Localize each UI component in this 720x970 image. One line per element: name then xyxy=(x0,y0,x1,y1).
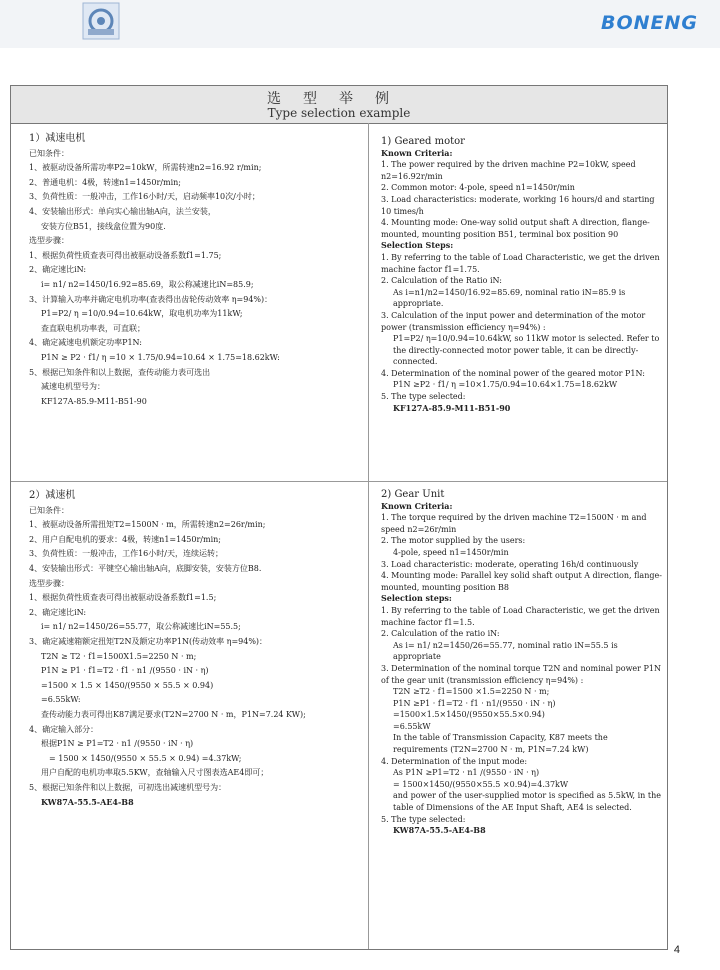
text-line: 5、根据已知条件和以上数据，查传动能力表可选出 xyxy=(29,367,211,377)
text-line: 1. By referring to the table of Load Characteristic, we get the driven machine factor f1=1.5. xyxy=(381,605,660,627)
text-line: 5. The type selected: xyxy=(381,392,466,402)
text-line: 3. Calculation of the input power and determination of the motor power (transmission efficiency η=94%) : xyxy=(381,310,646,332)
text-line: Selection steps: xyxy=(381,593,452,604)
text-line: 1. By referring to the table of Load Characteristic, we get the driven machine factor f1=1.75. xyxy=(381,252,660,274)
page-number: 4 xyxy=(673,944,680,956)
text-line: P1N ≥ P1 · f1=T2 · f1 · n1 /(9550 · iN · η) xyxy=(41,666,209,676)
text-line: P1=P2/ η =10/0.94=10.64kW，取电机功率为11kW; xyxy=(41,309,243,319)
text-line: = 1500×1450/(9550×55.5 ×0.94)=4.37kW xyxy=(393,779,569,789)
text-line: 4、安装输出形式：平键空心输出轴A向，底脚安装，安装方位B8. xyxy=(29,563,262,573)
section-divider xyxy=(11,481,667,482)
text-line: and power of the user-supplied motor is specified as 5.5kW, in the table of Dimensions of the AE Input Shaft, AE4 is selected. xyxy=(393,791,661,813)
text-line: =1500×1.5×1450/(9550×55.5×0.94) xyxy=(393,710,545,720)
text-line: 3、负荷性质：一般冲击，工作16小时/天，启动频率10次/小时； xyxy=(29,192,260,202)
text-line: 3. Determination of the nominal torque T2N and nominal power P1N of the gear unit (transmission efficiency η=94%) : xyxy=(381,663,662,685)
text-line: 根据P1N ≥ P1=T2 · n1 /(9550 · iN · η) xyxy=(41,739,194,749)
text-line: As i=n1/n2=1450/16.92=85.69, nominal ratio iN=85.9 is appropriate. xyxy=(393,287,626,309)
gear-unit-en xyxy=(381,489,663,837)
text-line: i= n1/ n2=1450/16.92=85.69，取公称减速比iN=85.9; xyxy=(41,279,254,289)
text-line: 3、确定减速箱额定扭矩T2N及额定功率P1N(传动效率 η=94%)： xyxy=(29,636,268,646)
brand-logo-text: BONENG xyxy=(600,12,698,34)
text-line: 4. Mounting mode: Parallel key solid shaft output A direction, flange-mounted, mounting position B8 xyxy=(381,571,662,592)
title-chinese: 选型举例 xyxy=(267,91,411,107)
column-divider xyxy=(368,123,369,949)
text-line: 4. Mounting mode: One-way solid output shaft A direction, flange-mounted, mounting position B51, terminal box position 90 xyxy=(381,218,650,239)
text-line: As P1N ≥P1=T2 · n1 /(9550 · iN · η) xyxy=(393,768,540,778)
text-line: 5. The type selected: xyxy=(381,814,466,824)
text-line: = 1500 × 1450/(9550 × 55.5 × 0.94) =4.37kW; xyxy=(49,753,242,763)
text-line: 查传动能力表可得出K87满足要求(T2N=2700 N · m，P1N=7.24 KW); xyxy=(41,709,306,719)
text-line: 1、根据负荷性质查表可得出被驱动设备系数f1=1.75; xyxy=(29,250,222,260)
text-line: 已知条件： xyxy=(29,148,69,158)
text-line: 2、确定速比iN: xyxy=(29,607,87,617)
gear-unit-cn xyxy=(29,489,359,810)
text-line: 查直联电机功率表，可直联； xyxy=(41,323,145,333)
text-line: KW87A-55.5-AE4-B8 xyxy=(41,797,134,808)
text-line: 3. Load characteristics: moderate, working 16 hours/d and starting 10 times/h xyxy=(381,194,655,216)
text-line: 1、被驱动设备所需功率P2=10kW，所需转速n2=16.92 r/min; xyxy=(29,163,262,173)
text-line: 2. Calculation of the Ratio iN: xyxy=(381,276,502,286)
text-line: 1、被驱动设备所需扭矩T2=1500N · m，所需转速n2=26r/min; xyxy=(29,520,266,530)
text-line: As i= n1/ n2=1450/26=55.77, nominal ratio iN=55.5 is appropriate xyxy=(393,640,618,662)
text-line: 1. The power required by the driven machine P2=10kW, speed n2=16.92r/min xyxy=(381,160,636,181)
text-line: 5、根据已知条件和以上数据，可初选出减速机型号为： xyxy=(29,782,227,792)
text-line: 1. The torque required by the driven machine T2=1500N · m and speed n2=26r/min xyxy=(381,513,647,534)
page-header xyxy=(0,0,720,48)
text-line: 2. Common motor: 4-pole, speed n1=1450r/min xyxy=(381,183,575,193)
text-line: 1) Geared motor xyxy=(381,136,465,147)
text-line: 2、用户自配电机的要求：4极，转速n1=1450r/min; xyxy=(29,534,221,544)
text-line: 2）减速机 xyxy=(29,490,76,501)
text-line: 2. The motor supplied by the users: xyxy=(381,536,526,546)
text-line: 2. Calculation of the ratio iN: xyxy=(381,629,500,639)
text-line: P1N ≥P2 · f1/ η =10×1.75/0.94=10.64×1.75=18.62kW xyxy=(393,380,618,390)
text-line: =6.55kW xyxy=(393,721,431,731)
text-line: 用户自配的电机功率取5.5KW，查轴输入尺寸图表选AE4即可； xyxy=(41,768,269,778)
selection-example-panel xyxy=(10,85,668,950)
text-line: 4、确定输入部分： xyxy=(29,724,99,734)
text-line: 4-pole, speed n1=1450r/min xyxy=(393,547,509,557)
text-line: Selection Steps: xyxy=(381,240,454,251)
text-line: 减速电机型号为： xyxy=(41,382,105,392)
text-line: T2N ≥ T2 · f1=1500X1.5=2250 N · m; xyxy=(41,651,197,661)
text-line: Known Criteria: xyxy=(381,500,453,511)
text-line: 1）减速电机 xyxy=(29,133,86,144)
text-line: 2、普通电机：4极，转速n1=1450r/min; xyxy=(29,177,181,187)
text-line: In the table of Transmission Capacity, K87 meets the requirements (T2N=2700 N · m, P1N=7.24 kW) xyxy=(393,733,608,755)
text-line: i= n1/ n2=1450/26=55.77，取公称减速比iN=55.5; xyxy=(41,622,241,632)
text-line: 选型步骤： xyxy=(29,236,69,246)
gear-motor-logo-icon xyxy=(82,2,120,40)
text-line: T2N ≥T2 · f1=1500 ×1.5=2250 N · m; xyxy=(393,687,550,697)
text-line: 2) Gear Unit xyxy=(381,489,445,500)
text-line: 4. Determination of the input mode: xyxy=(381,756,528,766)
text-line: 4、确定减速电机额定功率P1N: xyxy=(29,338,142,348)
text-line: =6.55kW: xyxy=(41,695,81,705)
text-line: 4、安装输出形式：单向实心输出轴A向，法兰安装， xyxy=(29,206,216,216)
text-line: 3. Load characteristic: moderate, operating 16h/d continuously xyxy=(381,559,639,569)
text-line: P1N ≥ P2 · f1/ η =10 × 1.75/0.94=10.64 × 1.75=18.62kW: xyxy=(41,352,280,362)
text-line: KW87A-55.5-AE4-B8 xyxy=(393,825,486,836)
section-title-band xyxy=(11,86,667,124)
text-line: 1、根据负荷性质查表可得出被驱动设备系数f1=1.5; xyxy=(29,593,217,603)
text-line: 已知条件： xyxy=(29,505,69,515)
text-line: KF127A-85.9-M11-B51-90 xyxy=(41,396,147,406)
text-line: 3、负荷性质：一般冲击，工作16小时/天，连续运转； xyxy=(29,549,223,559)
geared-motor-cn xyxy=(29,132,359,409)
text-line: =1500 × 1.5 × 1450/(9550 × 55.5 × 0.94) xyxy=(41,680,214,690)
geared-motor-en xyxy=(381,136,663,414)
title-english: Type selection example xyxy=(267,106,411,120)
text-line: 选型步骤： xyxy=(29,578,69,588)
text-line: 4. Determination of the nominal power of the geared motor P1N: xyxy=(381,368,645,378)
text-line: KF127A-85.9-M11-B51-90 xyxy=(393,402,511,413)
text-line: 3、计算输入功率并确定电机功率(查表得出齿轮传动效率 η=94%)： xyxy=(29,294,273,304)
text-line: P1=P2/ η=10/0.94=10.64kW, so 11kW motor is selected. Refer to the directly-connected motor power table, it can be directly-connected. xyxy=(393,334,660,367)
text-line: Known Criteria: xyxy=(381,147,453,158)
text-line: P1N ≥P1 · f1=T2 · f1 · n1/(9550 · iN · η) xyxy=(393,698,556,708)
text-line: 2、确定速比iN: xyxy=(29,265,87,275)
text-line: 安装方位B51，接线盒位置为90度. xyxy=(41,221,166,231)
